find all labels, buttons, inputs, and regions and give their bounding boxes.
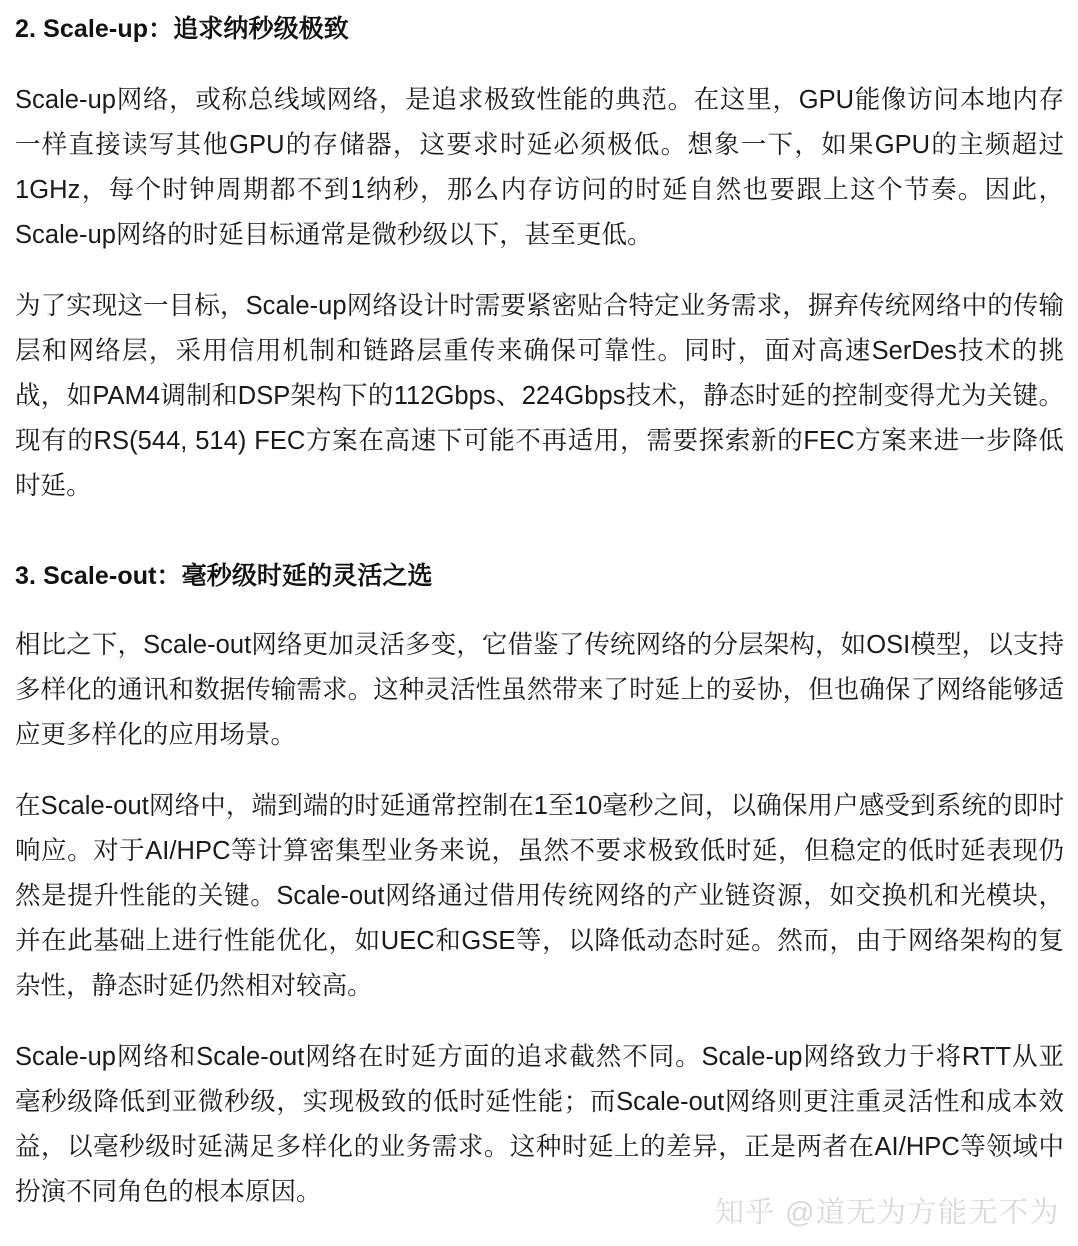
paragraph-scale-out-1: 相比之下，Scale-out网络更加灵活多变，它借鉴了传统网络的分层架构，如OSI模型，以支持多样化的通讯和数据传输需求。这种灵活性虽然带来了时延上的妥协，但也确保了网络能够适应更多样化的应用场景。 [15, 631, 1064, 749]
paragraph-comparison: Scale-up网络和Scale-out网络在时延方面的追求截然不同。Scale-up网络致力于将RTT从亚毫秒级降低到亚微秒级，实现极致的低时延性能；而Scale-out网络则更注重灵活性和成本效益，以毫秒级时延满足多样化的业务需求。这种时延上的差异，正是两者在AI/HPC等领域中扮演不同角色的根本原因。 [15, 1043, 1064, 1206]
paragraph-scale-out-2: 在Scale-out网络中，端到端的时延通常控制在1至10毫秒之间，以确保用户感受到系统的即时响应。对于AI/HPC等计算密集型业务来说，虽然不要求极致低时延，但稳定的低时延表现仍然是提升性能的关键。Scale-out网络通过借用传统网络的产业链资源，如交换机和光模块，并在此基础上进行性能优化，如UEC和GSE等，以降低动态时延。然而，由于网络架构的复杂性，静态时延仍然相对较高。 [15, 792, 1064, 1000]
section-heading-scale-up: 2. Scale-up：追求纳秒级极致 [15, 15, 349, 43]
watermark-author-label: @道无为方能无不为 [785, 1197, 1060, 1229]
paragraph-scale-up-2: 为了实现这一目标，Scale-up网络设计时需要紧密贴合特定业务需求，摒弃传统网络中的传输层和网络层，采用信用机制和链路层重传来确保可靠性。同时，面对高速SerDes技术的挑战，如PAM4调制和DSP架构下的112Gbps、224Gbps技术，静态时延的控制变得尤为关键。现有的RS(544, 514) FEC方案在高速下可能不再适用，需要探索新的FEC方案来进一步降低时延。 [15, 292, 1064, 500]
paragraph-scale-up-1: Scale-up网络，或称总线域网络，是追求极致性能的典范。在这里，GPU能像访问本地内存一样直接读写其他GPU的存储器，这要求时延必须极低。想象一下，如果GPU的主频超过1GHz，每个时钟周期都不到1纳秒，那么内存访问的时延自然也要跟上这个节奏。因此，Scale-up网络的时延目标通常是微秒级以下，甚至更低。 [15, 86, 1064, 249]
watermark-platform-label: 知乎 [715, 1197, 777, 1229]
section-heading-scale-out: 3. Scale-out：毫秒级时延的灵活之选 [15, 562, 433, 590]
